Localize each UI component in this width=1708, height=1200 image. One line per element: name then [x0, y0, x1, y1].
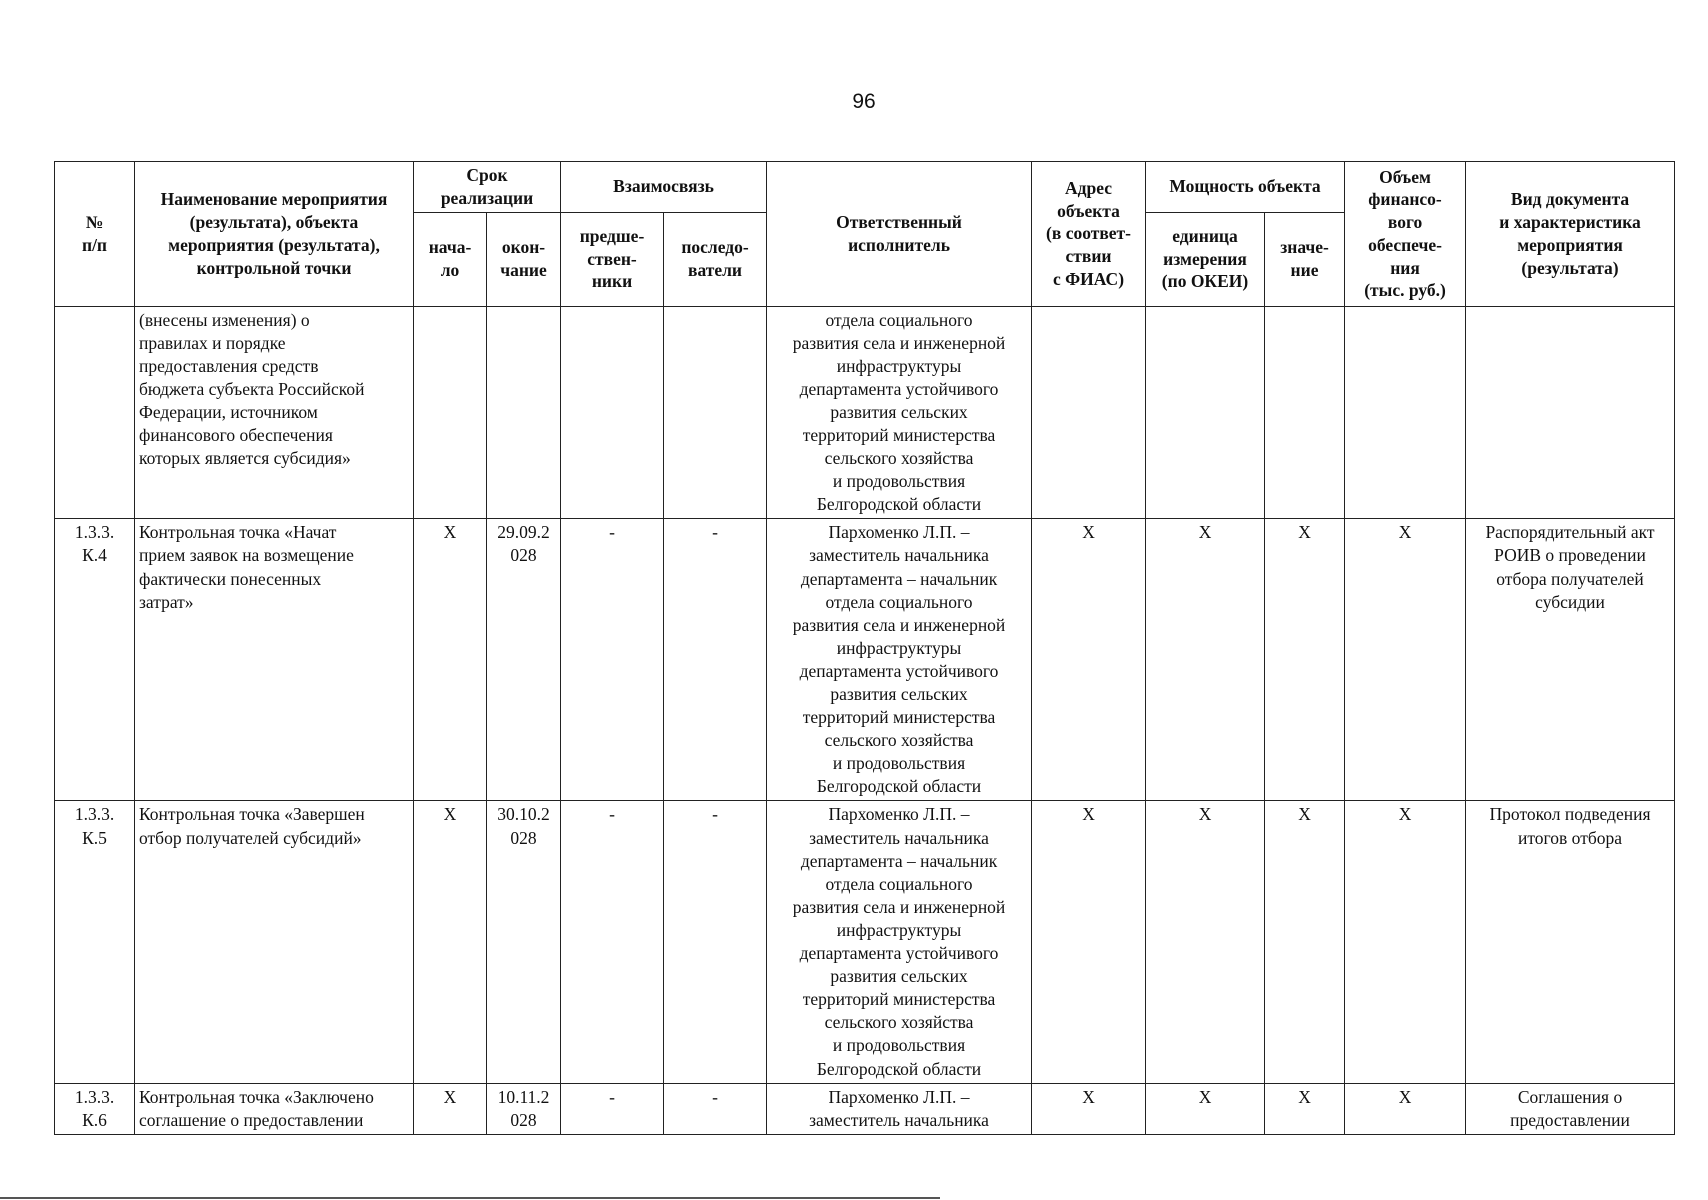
cell-value: [1265, 306, 1345, 519]
cell-document: Протокол подведения итогов отбора: [1466, 801, 1675, 1083]
cell-responsible: Пархоменко Л.П. – заместитель начальника: [767, 1083, 1032, 1134]
page-number: 96: [852, 90, 876, 113]
cell-end: 30.10.2 028: [487, 801, 561, 1083]
cell-start: X: [414, 519, 487, 801]
cell-finance: X: [1345, 801, 1466, 1083]
cell-successors: [664, 306, 767, 519]
cell-value: X: [1265, 519, 1345, 801]
cell-unit: X: [1146, 1083, 1265, 1134]
header-predecessors: предше- ствен- ники: [561, 212, 664, 306]
cell-num: [55, 306, 135, 519]
cell-finance: [1345, 306, 1466, 519]
cell-start: [414, 306, 487, 519]
cell-responsible: Пархоменко Л.П. – заместитель начальника департамента – начальник отдела социального развития села и инженерной инфраструктуры департамента устойчивого развития сельских территорий министерства сельского хозяйства и продовольствия Белгородской области: [767, 801, 1032, 1083]
cell-successors: -: [664, 1083, 767, 1134]
table-body: [55, 306, 1675, 1134]
header-start: нача- ло: [414, 212, 487, 306]
cell-responsible: отдела социального развития села и инженерной инфраструктуры департамента устойчивого развития сельских территорий министерства сельского хозяйства и продовольствия Белгородской области: [767, 306, 1032, 519]
header-name: Наименование мероприятия (результата), объекта мероприятия (результата), контрольной точки: [135, 162, 414, 307]
activity-table: [54, 161, 1675, 1135]
cell-value: X: [1265, 801, 1345, 1083]
header-period: Срок реализации: [414, 162, 561, 213]
table-row: [55, 1083, 1675, 1134]
cell-name: Контрольная точка «Завершен отбор получателей субсидий»: [135, 801, 414, 1083]
cell-unit: X: [1146, 801, 1265, 1083]
cell-unit: [1146, 306, 1265, 519]
cell-unit: X: [1146, 519, 1265, 801]
table-row: [55, 519, 1675, 801]
header-address: Адрес объекта (в соответ- ствии с ФИАС): [1032, 162, 1146, 307]
cell-name: Контрольная точка «Начат прием заявок на возмещение фактически понесенных затрат»: [135, 519, 414, 801]
cell-name: (внесены изменения) о правилах и порядке предоставления средств бюджета субъекта Российской Федерации, источником финансового обеспечения которых является субсидия»: [135, 306, 414, 519]
cell-num: 1.3.3. К.6: [55, 1083, 135, 1134]
cell-num: 1.3.3. К.5: [55, 801, 135, 1083]
cell-finance: X: [1345, 519, 1466, 801]
table-row: [55, 306, 1675, 519]
cell-successors: -: [664, 519, 767, 801]
header-unit: единица измерения (по ОКЕИ): [1146, 212, 1265, 306]
cell-predecessors: [561, 306, 664, 519]
header-end: окон- чание: [487, 212, 561, 306]
header-responsible: Ответственный исполнитель: [767, 162, 1032, 307]
cell-start: X: [414, 1083, 487, 1134]
header-successors: последо- ватели: [664, 212, 767, 306]
table-row: [55, 801, 1675, 1083]
header-value: значе- ние: [1265, 212, 1345, 306]
cell-document: Распорядительный акт РОИВ о проведении отбора получателей субсидии: [1466, 519, 1675, 801]
header-num: № п/п: [55, 162, 135, 307]
header-link: Взаимосвязь: [561, 162, 767, 213]
cell-predecessors: -: [561, 801, 664, 1083]
cell-end: 29.09.2 028: [487, 519, 561, 801]
table-header: [55, 162, 1675, 307]
cell-address: X: [1032, 801, 1146, 1083]
cell-document: [1466, 306, 1675, 519]
header-document: Вид документа и характеристика мероприятия (результата): [1466, 162, 1675, 307]
cell-value: X: [1265, 1083, 1345, 1134]
cell-address: X: [1032, 519, 1146, 801]
cell-address: [1032, 306, 1146, 519]
cell-successors: -: [664, 801, 767, 1083]
cell-start: X: [414, 801, 487, 1083]
cell-num: 1.3.3. К.4: [55, 519, 135, 801]
header-finance: Объем финансо- вого обеспече- ния (тыс. руб.): [1345, 162, 1466, 307]
cell-finance: X: [1345, 1083, 1466, 1134]
cell-address: X: [1032, 1083, 1146, 1134]
cell-predecessors: -: [561, 519, 664, 801]
cell-responsible: Пархоменко Л.П. – заместитель начальника департамента – начальник отдела социального развития села и инженерной инфраструктуры департамента устойчивого развития сельских территорий министерства сельского хозяйства и продовольствия Белгородской области: [767, 519, 1032, 801]
cell-predecessors: -: [561, 1083, 664, 1134]
cell-end: [487, 306, 561, 519]
cell-end: 10.11.2 028: [487, 1083, 561, 1134]
cell-document: Соглашения о предоставлении: [1466, 1083, 1675, 1134]
cell-name: Контрольная точка «Заключено соглашение о предоставлении: [135, 1083, 414, 1134]
header-power: Мощность объекта: [1146, 162, 1345, 213]
footer-rule: [0, 1197, 940, 1199]
